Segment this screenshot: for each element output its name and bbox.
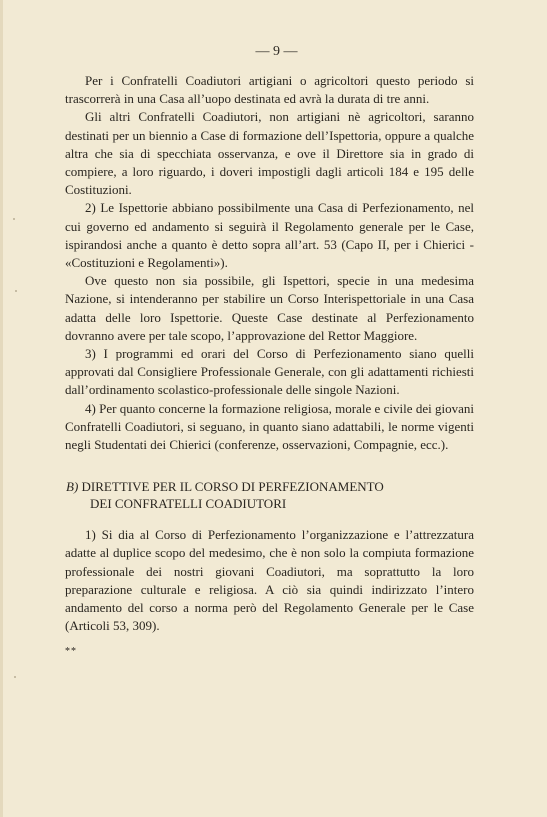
page-number: — 9 — [255,44,298,59]
page-body [65,72,474,662]
paragraph-point-3 [65,345,474,400]
section-letter: B) [66,479,79,495]
paper-speck [15,290,17,292]
paragraph-text: Gli altri Confratelli Coadiutori, non artigiani nè agricoltori, saranno destinati per un biennio a Case di formazione dell’Ispettoria, oppure a qualche altra che sia di specchiata osservanza, e ove il Direttore sia in grado di compiere, a loro riguardo, i doveri impostigli dagli articoli 184 e 195 delle Costituzioni. [65,109,474,198]
paragraph-artisans [65,72,474,108]
section-title-line1: DIRETTIVE PER IL CORSO DI PERFEZIONAMENTO [81,479,384,495]
section-title-line2: DEI CONFRATELLI COADIUTORI [90,496,287,512]
paper-speck [13,218,15,220]
paragraph-section-b-point-1 [65,526,474,635]
section-heading-b [65,478,474,512]
paragraph-text: 2) Le Ispettorie abbiano possibilmente una Casa di Perfezionamento, nel cui governo ed andamento si seguirà il Regolamento generale per le Case, ispirandosi anche a quanto è detto sopra all’art. 53 (Capo II, per i Chierici - «Costituzioni e Regolamenti»). [65,200,474,271]
paragraph-text: 3) I programmi ed orari del Corso di Perfezionamento siano quelli approvati dal Consigliere Professionale Generale, con gli adattamenti richiesti dall’ordinamento scolastico-professionale delle singole Nazioni. [65,346,474,398]
paper-speck [14,676,16,678]
paragraph-text: Ove questo non sia possibile, gli Ispettori, specie in una medesima Nazione, si intenderanno per stabilire un Corso Interispettoriale in una Casa adatta delle loro Ispettorie. Queste Case destinate al Perfezionamento dovranno avere per tale scopo, l’approvazione del Rettor Maggiore. [65,273,474,343]
paragraph-text: 1) Si dia al Corso di Perfezionamento l’organizzazione e l’attrezzatura adatte al duplice scopo del medesimo, che è non solo la compiuta formazione professionale dei nostri giovani Coadiutori, ma soprattutto la loro preparazione culturale e religiosa. A ciò sia quindi indirizzato l’intero andamento del corso a norma però del Regolamento Generale per le Case (Articoli 53, 309). [65,527,474,634]
paragraph-interprovincial [65,272,474,345]
paragraph-text: Per i Confratelli Coadiutori artigiani o agricoltori questo periodo si trascorrerà in una Casa all’uopo destinata ed avrà la durata di tre anni. [65,73,474,107]
paragraph-text: 4) Per quanto concerne la formazione religiosa, morale e civile dei giovani Confratelli Coadiutori, si seguano, in quanto siano adattabili, le norme vigenti negli Studentati dei Chierici (conferenze, osservazioni, Compagnie, ecc.). [65,400,474,453]
paragraph-other-coadjutors [65,108,474,199]
paragraph-point-2 [65,199,474,272]
asterisk-mark: ** [65,646,77,658]
paragraph-point-4 [65,400,474,455]
